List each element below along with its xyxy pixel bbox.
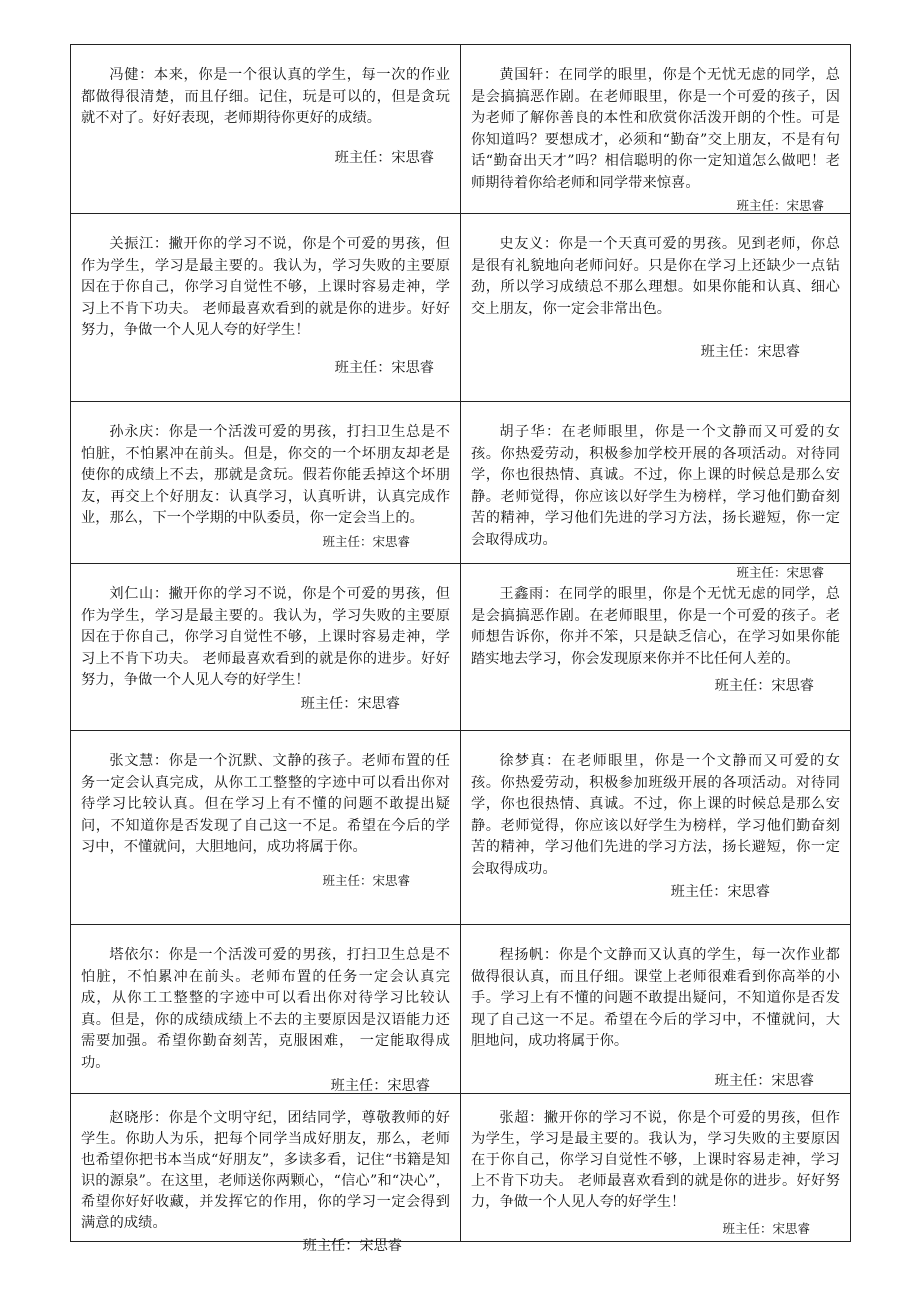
comment-text	[471, 422, 840, 551]
comments-table	[70, 44, 851, 1254]
comment-cell	[71, 564, 461, 731]
teacher-signature: 班主任：宋思睿	[322, 872, 410, 888]
comment-body: ：撇开你的学习不说，你是个可爱的男孩，但作为学生，学习是最主要的。我认为，学习失败的主要原因在于你自己，你学习自觉性不够，上课时容易走神，学习上不肯下功夫。 老师最喜欢看到的就是你的进步。好好努力，争做一个人见人夸的好学生！	[471, 1110, 840, 1210]
comment-text	[81, 1108, 450, 1234]
comment-text	[471, 751, 840, 880]
teacher-signature: 班主任：宋思睿	[736, 565, 824, 580]
student-name: 赵晓彤	[109, 1110, 154, 1126]
teacher-signature: 班主任：宋思睿	[334, 149, 434, 166]
comment-body: ：你是个文静而又认真的学生，每一次作业都做得很认真，而且仔细。课堂上老师很难看到你高举的小手。学习上有不懂的问题不敢提出疑问，不知道你是否发现了自己这一不足。希望在今后的学习中，不懂就问，大胆地问，成功将属于你。	[471, 947, 840, 1049]
comment-body: ：在老师眼里，你是一个文静而又可爱的女孩。你热爱劳动，积极参加学校开展的各项活动。对待同学，你也很热情、真诚。不过，你上课的时候总是那么安静。老师觉得，你应该以好学生为榜样，学习他们勤奋刻苦的精神，学习他们先进的学习方法，扬长避短，你一定会取得成功。	[471, 424, 840, 548]
comment-body: ：在老师眼里，你是一个文静而又可爱的女孩。你热爱劳动，积极参加班级开展的各项活动。对待同学，你也很热情、真诚。不过，你上课的时候总是那么安静。老师觉得，你应该以好学生为榜样，学习他们勤奋刻苦的精神，学习他们先进的学习方法，扬长避短，你一定会取得成功。	[471, 753, 840, 877]
teacher-signature: 班主任：宋思睿	[334, 359, 434, 376]
comment-cell	[461, 45, 851, 214]
student-name: 张文慧	[109, 753, 154, 769]
student-name: 关振江	[109, 236, 154, 252]
comment-text	[81, 65, 450, 130]
student-name: 冯健	[109, 67, 140, 83]
teacher-signature: 班主任：宋思睿	[302, 1238, 402, 1254]
student-name: 胡子华	[499, 424, 547, 440]
comment-text	[471, 1108, 840, 1213]
comment-cell	[461, 1094, 851, 1242]
student-name: 孙永庆	[109, 424, 154, 440]
student-name: 徐梦真	[499, 753, 547, 769]
teacher-signature: 班主任：宋思睿	[322, 533, 410, 549]
comment-body: ：在同学的眼里，你是个无忧无虑的同学，总是会搞搞恶作剧。在老师眼里，你是一个可爱的孩子，因为老师了解你善良的本性和欣赏你活泼开朗的个性。可是你知道吗？要想成才，必须和“勤奋”交上朋友，不是有句话“勤奋出天才”吗？相信聪明的你一定知道怎么做吧！老师期待着你给老师和同学带来惊喜。	[471, 67, 840, 191]
comment-text	[81, 751, 450, 859]
comment-cell	[71, 402, 461, 564]
comment-body: ：你是一个天真可爱的男孩。见到老师，你总是很有礼貌地向老师问好。只是你在学习上还缺少一点钻劲，所以学习成绩总不那么理想。如果你能和认真、细心交上朋友，你一定会非常出色。	[471, 236, 840, 317]
comment-cell	[71, 1094, 461, 1254]
comment-cell	[71, 214, 461, 402]
comment-cell	[461, 402, 851, 580]
comment-text	[471, 584, 840, 670]
table-row	[71, 1094, 851, 1242]
comment-cell	[461, 214, 851, 402]
table-row	[71, 402, 851, 564]
comment-cell	[71, 45, 461, 214]
student-name: 程扬帆	[499, 947, 544, 963]
table-row	[71, 731, 851, 925]
student-name: 史友义	[499, 236, 544, 252]
comment-cell	[71, 925, 461, 1094]
comment-body: ：在同学的眼里，你是个无忧无虑的同学，总是会搞搞恶作剧。在老师眼里，你是一个可爱的孩子。老师想告诉你，你并不笨，只是缺乏信心，在学习如果你能踏实地去学习，你会发现原来你并不比任何人差的。	[471, 586, 840, 667]
teacher-signature: 班主任：宋思睿	[300, 695, 400, 712]
comment-text	[81, 584, 450, 692]
comment-body: ：你是个文明守纪，团结同学，尊敬教师的好学生。你助人为乐，把每个同学当成好朋友，那么，老师也希望你把书本当成“好朋友”，多读多看，记住“书籍是知识的源泉”。在这里，老师送你两颗心，“信心”和“决心”，希望你好好收藏，并发挥它的作用，你的学习一定会得到满意的成绩。	[81, 1110, 450, 1231]
student-name: 王鑫雨	[499, 586, 544, 602]
student-name: 刘仁山	[109, 586, 154, 602]
comment-text	[81, 945, 450, 1074]
student-name: 塔依尔	[109, 947, 154, 963]
student-name: 黄国轩	[499, 67, 544, 83]
comment-cell	[461, 731, 851, 925]
comment-text	[81, 422, 450, 530]
teacher-signature: 班主任：宋思睿	[330, 1078, 430, 1094]
table-row	[71, 925, 851, 1094]
teacher-signature: 班主任：宋思睿	[670, 884, 770, 900]
comment-body: ：你是一个沉默、文静的孩子。老师布置的任务一定会认真完成，从你工工整整的字迹中可以看出你对待学习比较认真。但在学习上有不懂的问题不敢提出疑问，不知道你是否发现了自己这一不足。希望在今后的学习中，不懂就问，大胆地问，成功将属于你。	[81, 753, 450, 855]
comment-text	[471, 234, 840, 320]
comment-text	[81, 234, 450, 342]
comment-body: ：你是一个活泼可爱的男孩，打扫卫生总是不怕脏，不怕累冲在前头。老师布置的任务一定会认真完成，从你工工整整的字迹中可以看出你对待学习比较认真。但是，你的成绩成绩上不去的主要原因是汉语能力还需要加强。希望你勤奋刻苦，克服困难， 一定能取得成功。	[81, 947, 450, 1071]
table-row	[71, 45, 851, 214]
comment-text	[471, 65, 840, 194]
table-row	[71, 564, 851, 731]
comment-body: ：撇开你的学习不说，你是个可爱的男孩，但作为学生，学习是最主要的。我认为，学习失败的主要原因在于你自己，你学习自觉性不够，上课时容易走神，学习上不肯下功夫。 老师最喜欢看到的就是你的进步。好好努力，争做一个人见人夸的好学生！	[81, 586, 450, 688]
comment-text	[471, 945, 840, 1053]
teacher-signature: 班主任：宋思睿	[700, 344, 800, 360]
comment-cell	[461, 564, 851, 731]
teacher-signature: 班主任：宋思睿	[714, 1072, 814, 1089]
student-name: 张超	[499, 1110, 530, 1126]
comment-body: ：你是一个活泼可爱的男孩，打扫卫生总是不怕脏，不怕累冲在前头。但是，你交的一个坏朋友却老是使你的成绩上不去，那就是贪玩。假若你能丢掉这个坏朋友，再交上个好朋友：认真学习，认真听讲，认真完成作业，那么，下一个学期的中队委员，你一定会当上的。	[81, 424, 450, 526]
teacher-signature: 班主任：宋思睿	[714, 678, 814, 694]
table-row	[71, 214, 851, 402]
comment-body: ：本来，你是一个很认真的学生，每一次的作业都做得很清楚，而且仔细。记住，玩是可以的，但是贪玩就不对了。好好表现，老师期待你更好的成绩。	[81, 67, 450, 126]
teacher-signature: 班主任：宋思睿	[736, 198, 824, 213]
comment-cell	[71, 731, 461, 925]
comment-body: ：撇开你的学习不说，你是个可爱的男孩，但作为学生，学习是最主要的。我认为，学习失败的主要原因在于你自己，你学习自觉性不够，上课时容易走神，学习上不肯下功夫。 老师最喜欢看到的就是你的进步。好好努力，争做一个人见人夸的好学生！	[81, 236, 450, 338]
comment-cell	[461, 925, 851, 1094]
teacher-signature: 班主任：宋思睿	[722, 1221, 810, 1236]
